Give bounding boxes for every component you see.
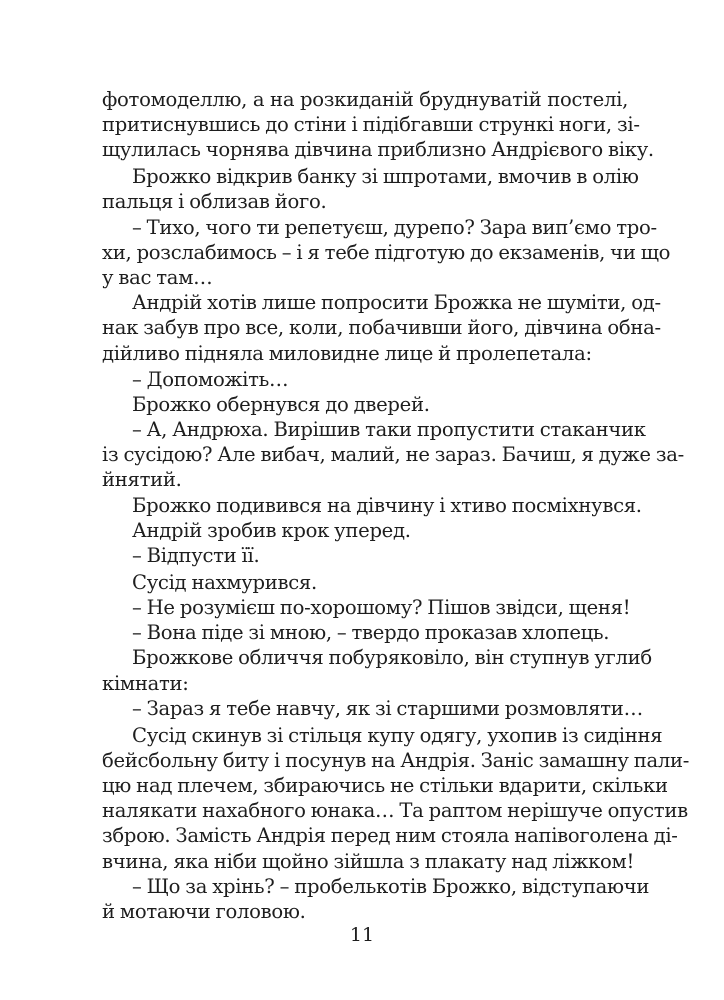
text-line: вчина, яка ніби щойно зійшла з плакату над ліжком! bbox=[102, 850, 635, 873]
text-line: – Вона піде зі мною, – твердо проказав хлопець. bbox=[132, 621, 610, 644]
text-line: Брожко обернувся до дверей. bbox=[132, 393, 430, 416]
text-line: Андрій хотів лише попросити Брожка не шуміти, од- bbox=[132, 291, 661, 314]
text-line: із сусідою? Але вибач, малий, не зараз. Бачиш, я дуже за- bbox=[102, 443, 684, 466]
text-line: Брожкове обличчя побуряковіло, він ступнув углиб bbox=[132, 646, 652, 669]
text-line: зброю. Замість Андрія перед ним стояла напівоголена ді- bbox=[102, 824, 678, 847]
text-line: – Допоможіть… bbox=[132, 368, 289, 391]
text-line: кімнати: bbox=[102, 672, 189, 695]
text-line: – Відпусти її. bbox=[132, 544, 260, 567]
text-line: бейсбольну биту і посунув на Андрія. Заніс замашну пали- bbox=[102, 749, 690, 772]
text-line: фотомоделлю, а на розкиданій бруднуватій постелі, bbox=[102, 88, 628, 111]
text-line: йнятий. bbox=[102, 468, 182, 491]
text-line: Сусід скинув зі стільця купу одягу, ухопив із сидіння bbox=[132, 724, 663, 747]
text-line: Брожко відкрив банку зі шпротами, вмочив в олію bbox=[132, 165, 639, 188]
text-line: й мотаючи головою. bbox=[102, 900, 306, 923]
page-number: 11 bbox=[349, 924, 375, 946]
text-line: притиснувшись до стіни і підібгавши стрункі ноги, зі- bbox=[102, 113, 640, 136]
text-line: Сусід нахмурився. bbox=[132, 571, 317, 594]
text-line: – Що за хрінь? – пробелькотів Брожко, відступаючи bbox=[132, 875, 650, 898]
text-line: пальця і облизав його. bbox=[102, 190, 327, 213]
text-line: хи, розслабимось – і я тебе підготую до екзаменів, чи що bbox=[102, 241, 671, 264]
text-line: дійливо підняла миловидне лице й пролепетала: bbox=[102, 342, 592, 365]
text-line: – Тихо, чого ти репетуєш, дурепо? Зара вип’ємо тро- bbox=[132, 216, 657, 239]
text-line: Брожко подивився на дівчину і хтиво посміхнувся. bbox=[132, 494, 642, 517]
text-line: – А, Андрюха. Вирішив таки пропустити стаканчик bbox=[132, 418, 646, 441]
text-line: у вас там… bbox=[102, 266, 213, 289]
text-line: Андрій зробив крок уперед. bbox=[132, 519, 411, 542]
text-line: цю над плечем, збираючись не стільки вдарити, скільки bbox=[102, 774, 668, 797]
text-line: щулилась чорнява дівчина приблизно Андрієвого віку. bbox=[102, 138, 654, 161]
text-line: – Зараз я тебе навчу, як зі старшими розмовляти… bbox=[132, 697, 643, 720]
text-line: – Не розумієш по-хорошому? Пішов звідси, щеня! bbox=[132, 596, 631, 619]
text-line: налякати нахабного юнака… Та раптом нерішуче опустив bbox=[102, 799, 688, 822]
text-line: нак забув про все, коли, побачивши його, дівчина обна- bbox=[102, 316, 661, 339]
